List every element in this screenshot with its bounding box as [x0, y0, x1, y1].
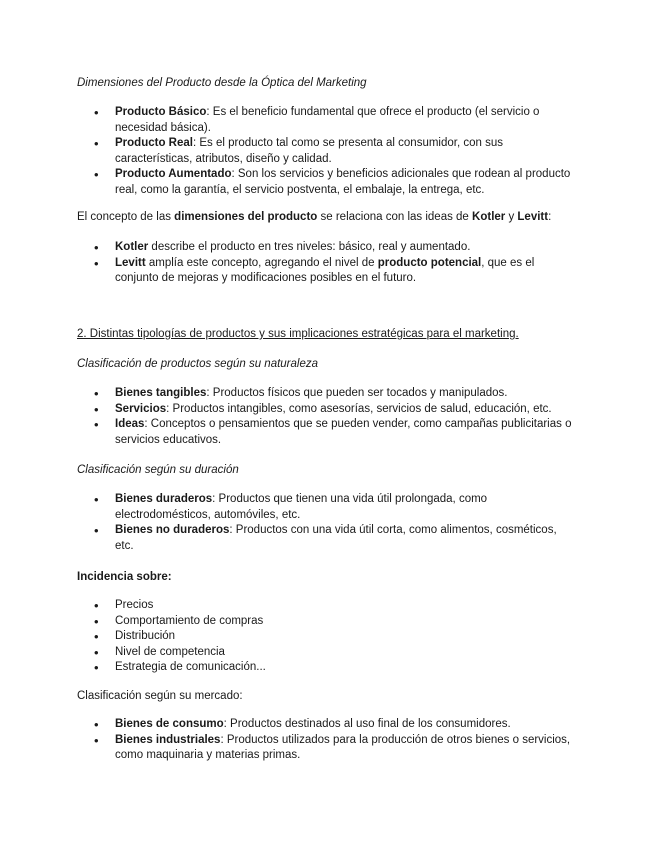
concept-text: El concepto de las: [77, 211, 175, 223]
concept-text: :: [548, 211, 552, 223]
item-text: describe el producto en tres niveles: básico, real y aumentado.: [148, 241, 471, 253]
list-item: • Distribución: [77, 629, 577, 645]
item-term: Producto Real: [115, 137, 193, 149]
item-text: : Productos utilizados para la producción de otros bienes o servicios, como maquinaria y materias primas.: [115, 733, 571, 761]
item-term: Ideas: [115, 418, 145, 430]
list-item: [77, 105, 577, 136]
list-item: [77, 240, 577, 256]
item-text: : Productos que tienen una vida útil prolongada, como electrodomésticos, automóviles, etc.: [115, 493, 488, 521]
item-text: : Productos con una vida útil corta, como alimentos, cosméticos, etc.: [115, 524, 557, 552]
item-term: Bienes industriales: [115, 733, 221, 746]
market-list: [77, 717, 577, 764]
list-item: [77, 417, 577, 448]
item-text: : Productos intangibles, como asesorías, servicios de salud, educación, etc.: [166, 402, 552, 415]
item-text: : Productos destinados al uso final de los consumidores.: [223, 718, 511, 730]
item-text: : Productos físicos que pueden ser tocados y manipulados.: [206, 387, 508, 399]
dimensions-heading: Dimensiones del Producto desde la Óptica del Marketing: [77, 77, 367, 89]
list-item: [77, 492, 577, 523]
dimensions-list: [77, 105, 577, 198]
list-item: • Nivel de competencia: [77, 645, 577, 661]
item-text: amplía este concepto, agregando el nivel de: [145, 256, 378, 269]
list-item: • Estrategia de comunicación...: [77, 660, 577, 676]
item-term: Servicios: [115, 402, 167, 415]
item-term: Kotler: [115, 241, 149, 253]
item-text: : Es el beneficio fundamental que ofrece el producto (el servicio o necesidad básica).: [115, 106, 540, 134]
duration-list: [77, 492, 577, 554]
list-item: [77, 167, 577, 198]
section-2-heading: 2. Distintas tipologías de productos y sus implicaciones estratégicas para el marketing.: [77, 328, 519, 340]
list-item: [77, 402, 577, 418]
item-term: Bienes de consumo: [115, 718, 224, 730]
item-term: Bienes duraderos: [115, 493, 213, 505]
list-item: [77, 386, 577, 402]
list-item: [77, 256, 577, 287]
item-term: Producto Básico: [115, 106, 207, 118]
market-heading: Clasificación según su mercado:: [77, 690, 243, 702]
item-term: Levitt: [115, 256, 146, 269]
list-item: [77, 523, 577, 554]
concept-term: Levitt: [517, 211, 549, 223]
list-item: [77, 136, 577, 167]
duration-heading: Clasificación según su duración: [77, 464, 239, 476]
item-term: Bienes no duraderos: [115, 524, 230, 536]
authors-list: [77, 240, 577, 287]
concept-term: Kotler: [472, 211, 506, 223]
impact-heading: Incidencia sobre:: [77, 571, 172, 583]
list-item: [77, 733, 577, 764]
concept-term: dimensiones del producto: [174, 211, 318, 223]
list-item: [77, 717, 577, 733]
item-text: : Son los servicios y beneficios adicionales que rodean al producto real, como la garantía, el servicio postventa, el embalaje, la entrega, etc.: [115, 168, 571, 196]
list-item: • Precios: [77, 598, 577, 614]
nature-list: [77, 386, 577, 448]
concept-text: se relaciona con las ideas de: [317, 211, 473, 223]
item-text: , que es el conjunto de mejoras y modificaciones posibles en el futuro.: [115, 256, 535, 284]
concept-paragraph: [77, 210, 597, 226]
impact-list: [77, 598, 577, 676]
item-term: Producto Aumentado: [115, 168, 232, 180]
list-item: • Comportamiento de compras: [77, 614, 577, 630]
nature-heading: Clasificación de productos según su naturaleza: [77, 358, 319, 370]
concept-text: y: [505, 211, 518, 223]
item-text: : Conceptos o pensamientos que se pueden vender, como campañas publicitarias o servicios educativos.: [115, 418, 572, 446]
item-term: producto potencial: [377, 256, 482, 269]
item-term: Bienes tangibles: [115, 387, 207, 399]
item-text: : Es el producto tal como se presenta al consumidor, con sus características, atributos, diseño y calidad.: [115, 137, 503, 165]
